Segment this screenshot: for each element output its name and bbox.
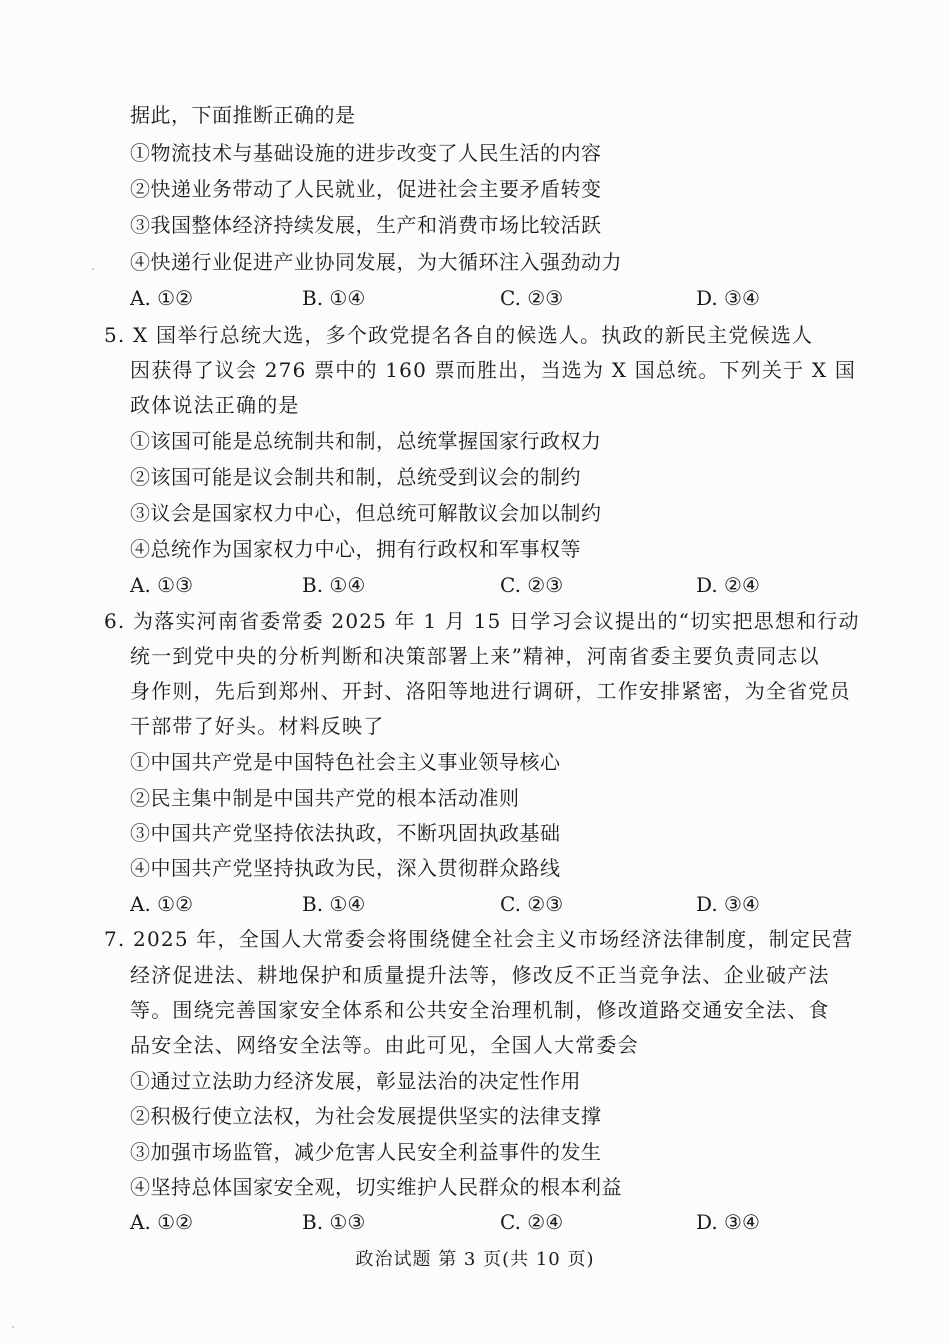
scan-speck (92, 268, 94, 270)
q5-option-c: C. ②③ (500, 573, 564, 597)
q7-item-3: ③加强市场监管，减少危害人民安全利益事件的发生 (130, 1140, 602, 1164)
q4-item-1: ①物流技术与基础设施的进步改变了人民生活的内容 (130, 141, 602, 165)
q5-item-4: ④总统作为国家权力中心，拥有行政权和军事权等 (130, 537, 581, 561)
q5-item-1: ①该国可能是总统制共和制，总统掌握国家行政权力 (130, 429, 602, 453)
q5-option-a: A. ①③ (130, 573, 194, 597)
q4-option-a: A. ①② (130, 286, 194, 310)
q6-item-4: ④中国共产党坚持执政为民，深入贯彻群众路线 (130, 856, 561, 880)
q6-item-1: ①中国共产党是中国特色社会主义事业领导核心 (130, 750, 561, 774)
q7-item-2: ②积极行使立法权，为社会发展提供坚实的法律支撑 (130, 1104, 602, 1128)
q7-line-3: 等。围绕完善国家安全体系和公共安全治理机制，修改道路交通安全法、食 (130, 998, 830, 1022)
q7-line-4: 品安全法、网络安全法等。由此可见，全国人大常委会 (130, 1033, 639, 1057)
q7-line-1: 7. 2025 年，全国人大常委会将围绕健全社会主义市场经济法律制度，制定民营 (104, 927, 854, 951)
q7-item-4: ④坚持总体国家安全观，切实维护人民群众的根本利益 (130, 1175, 622, 1199)
q5-line-3: 政体说法正确的是 (130, 393, 300, 417)
q4-item-2: ②快递业务带动了人民就业，促进社会主要矛盾转变 (130, 177, 602, 201)
q5-item-3: ③议会是国家权力中心，但总统可解散议会加以制约 (130, 501, 602, 525)
q6-option-b: B. ①④ (302, 892, 366, 916)
q5-line-2: 因获得了议会 276 票中的 160 票而胜出，当选为 X 国总统。下列关于 X 国 (130, 358, 857, 382)
q5-option-b: B. ①④ (302, 573, 366, 597)
q7-option-b: B. ①③ (302, 1210, 366, 1234)
q4-item-4: ④快递行业促进产业协同发展，为大循环注入强劲动力 (130, 250, 622, 274)
q6-line-1: 6. 为落实河南省委常委 2025 年 1 月 15 日学习会议提出的“切实把思想和行动 (104, 609, 860, 633)
q4-option-c: C. ②③ (500, 286, 564, 310)
q6-option-d: D. ③④ (696, 892, 760, 916)
q7-option-c: C. ②④ (500, 1210, 564, 1234)
q6-item-2: ②民主集中制是中国共产党的根本活动准则 (130, 786, 520, 810)
q5-item-2: ②该国可能是议会制共和制，总统受到议会的制约 (130, 465, 581, 489)
q4-item-3: ③我国整体经济持续发展，生产和消费市场比较活跃 (130, 213, 602, 237)
q5-option-d: D. ②④ (696, 573, 760, 597)
scan-speck (12, 1326, 14, 1328)
q7-item-1: ①通过立法助力经济发展，彰显法治的决定性作用 (130, 1069, 581, 1093)
q6-line-3: 身作则，先后到郑州、开封、洛阳等地进行调研，工作安排紧密，为全省党员 (130, 679, 851, 703)
q4-option-d: D. ③④ (696, 286, 760, 310)
q6-option-a: A. ①② (130, 892, 194, 916)
q6-item-3: ③中国共产党坚持依法执政，不断巩固执政基础 (130, 821, 561, 845)
page-footer: 政治试题 第 3 页(共 10 页) (355, 1249, 595, 1270)
q6-line-4: 干部带了好头。材料反映了 (130, 714, 385, 738)
q6-line-2: 统一到党中央的分析判断和决策部署上来”精神，河南省委主要负责同志以 (130, 644, 820, 668)
q7-line-2: 经济促进法、耕地保护和质量提升法等，修改反不正当竞争法、企业破产法 (130, 963, 830, 987)
q5-line-1: 5. X 国举行总统大选，多个政党提名各自的候选人。执政的新民主党候选人 (104, 323, 814, 347)
q4-stem: 据此，下面推断正确的是 (130, 103, 356, 127)
q7-option-d: D. ③④ (696, 1210, 760, 1234)
q6-option-c: C. ②③ (500, 892, 564, 916)
q4-option-b: B. ①④ (302, 286, 366, 310)
q7-option-a: A. ①② (130, 1210, 194, 1234)
